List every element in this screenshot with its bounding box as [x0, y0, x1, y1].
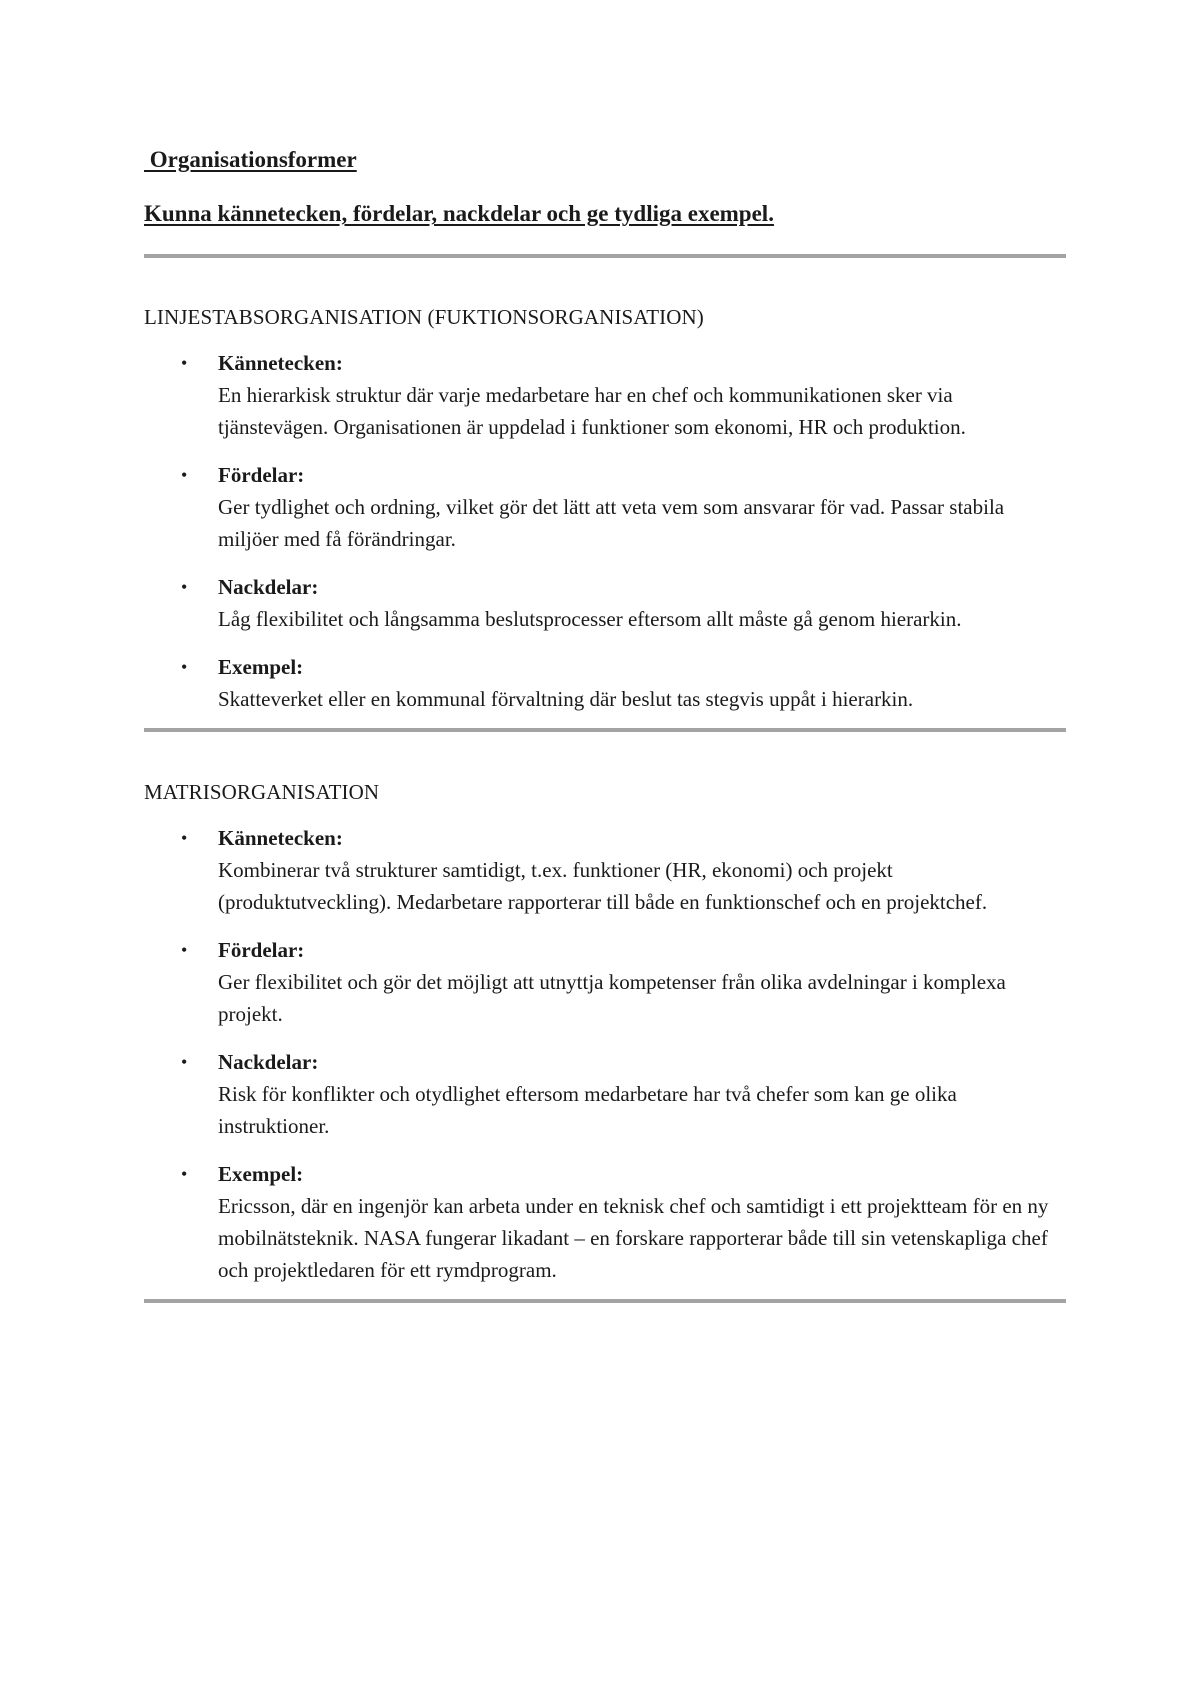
list-item-exempel	[144, 1158, 1066, 1286]
item-label: Exempel:	[218, 655, 304, 679]
bullet-icon: •	[181, 353, 188, 373]
item-text: Skatteverket eller en kommunal förvaltning där beslut tas stegvis uppåt i hierarkin.	[218, 687, 914, 711]
bullet-icon: •	[181, 465, 188, 485]
item-label: Fördelar:	[218, 938, 305, 962]
item-text: Låg flexibilitet och långsamma beslutsprocesser eftersom allt måste gå genom hierarkin.	[218, 607, 962, 631]
horizontal-rule	[144, 728, 1066, 732]
document-page	[144, 140, 1066, 1303]
bullet-icon: •	[181, 657, 188, 677]
list-item-kannetecken	[144, 347, 1066, 443]
section-heading: MATRISORGANISATION	[144, 780, 380, 804]
item-text: Ger flexibilitet och gör det möjligt att utnyttja kompetenser från olika avdelningar i komplexa projekt.	[218, 970, 1006, 1026]
section-item-list	[144, 347, 1066, 715]
document-subtitle: Kunna kännetecken, fördelar, nackdelar och ge tydliga exempel.	[144, 201, 774, 226]
bullet-icon: •	[181, 828, 188, 848]
section-matrisorganisation	[144, 776, 1066, 1303]
item-label: Kännetecken:	[218, 826, 343, 850]
item-label: Kännetecken:	[218, 351, 343, 375]
document-title: Organisationsformer	[144, 147, 357, 172]
list-item-nackdelar	[144, 1046, 1066, 1142]
horizontal-rule	[144, 254, 1066, 258]
item-label: Nackdelar:	[218, 575, 319, 599]
bullet-icon: •	[181, 1164, 188, 1184]
bullet-icon: •	[181, 940, 188, 960]
item-label: Fördelar:	[218, 463, 305, 487]
item-label: Exempel:	[218, 1162, 304, 1186]
item-text: Risk för konflikter och otydlighet eftersom medarbetare har två chefer som kan ge olika instruktioner.	[218, 1082, 957, 1138]
item-text: Kombinerar två strukturer samtidigt, t.ex. funktioner (HR, ekonomi) och projekt (produktutveckling). Medarbetare rapporterar till både en funktionschef och en projektchef.	[218, 858, 988, 914]
section-item-list	[144, 822, 1066, 1286]
bullet-icon: •	[181, 1052, 188, 1072]
list-item-kannetecken	[144, 822, 1066, 918]
item-label: Nackdelar:	[218, 1050, 319, 1074]
bullet-icon: •	[181, 577, 188, 597]
section-linjestabsorganisation	[144, 301, 1066, 732]
list-item-exempel	[144, 651, 1066, 715]
list-item-fordelar	[144, 459, 1066, 555]
item-text: Ger tydlighet och ordning, vilket gör det lätt att veta vem som ansvarar för vad. Passar stabila miljöer med få förändringar.	[218, 495, 1005, 551]
section-heading: LINJESTABSORGANISATION (FUKTIONSORGANISATION)	[144, 305, 704, 329]
horizontal-rule	[144, 1299, 1066, 1303]
list-item-nackdelar	[144, 571, 1066, 635]
item-text: Ericsson, där en ingenjör kan arbeta under en teknisk chef och samtidigt i ett projektteam för en ny mobilnätsteknik. NASA fungerar likadant – en forskare rapporterar både till sin vetenskapliga chef och projektledaren för ett rymdprogram.	[218, 1194, 1049, 1282]
item-text: En hierarkisk struktur där varje medarbetare har en chef och kommunikationen sker via tjänstevägen. Organisationen är uppdelad i funktioner som ekonomi, HR och produktion.	[218, 383, 966, 439]
list-item-fordelar	[144, 934, 1066, 1030]
